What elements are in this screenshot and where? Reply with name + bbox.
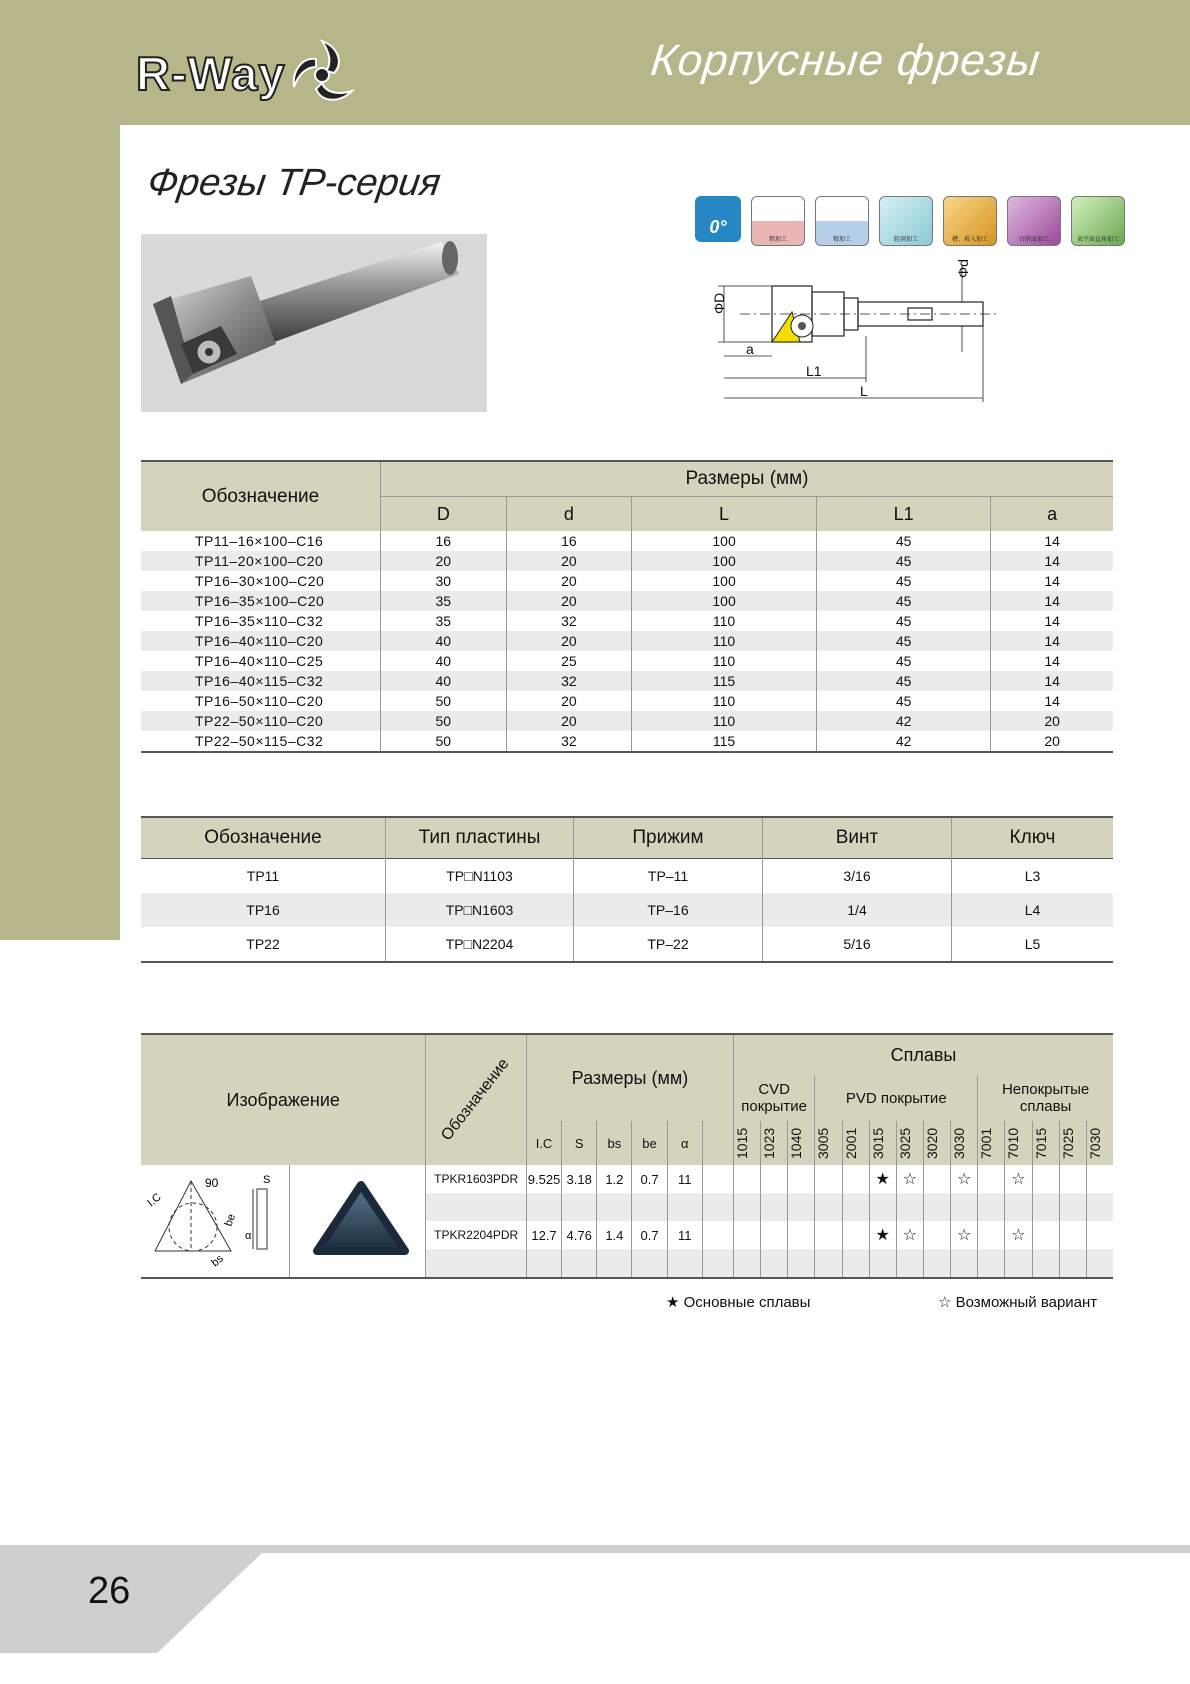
grade-cell [1059, 1221, 1086, 1249]
table-row [141, 591, 1113, 611]
row-value: 20 [506, 631, 632, 651]
row-value: 110 [632, 651, 817, 671]
blank-cell [702, 1249, 733, 1278]
parts-cell: L3 [952, 859, 1114, 894]
star-outline-icon: ☆ [896, 1165, 923, 1193]
row-value: 40 [381, 671, 507, 691]
row-value: 32 [506, 671, 632, 691]
row-designation: TP16–35×110–C32 [195, 613, 324, 629]
drawing-label-L1: L1 [806, 363, 822, 379]
footer-tab [0, 1553, 262, 1653]
svg-text:90: 90 [205, 1176, 219, 1190]
row-value: 45 [816, 531, 991, 551]
insert-row [141, 1165, 1113, 1193]
grade-cell [815, 1165, 842, 1193]
table-row [141, 651, 1113, 671]
insert-dim-col: I.C [526, 1121, 561, 1165]
table-row [141, 671, 1113, 691]
row-value: 100 [632, 551, 817, 571]
blank-cell [951, 1193, 978, 1221]
row-designation: TP11–20×100–C20 [141, 551, 381, 571]
blank-cell [951, 1249, 978, 1278]
blank-cell [761, 1193, 788, 1221]
row-value: 42 [816, 731, 991, 752]
row-value: 50 [381, 691, 507, 711]
blank-cell [426, 1249, 526, 1278]
blank-cell [1086, 1249, 1113, 1278]
insert-code: TPKR1603PDR [426, 1165, 526, 1193]
op-icon-3: 腔洞加工 [879, 196, 933, 246]
parts-cell: 3/16 [763, 859, 952, 894]
grade-col: 7025 [1059, 1121, 1086, 1165]
parts-header-clamp: Прижим [574, 817, 763, 859]
blank-cell [597, 1193, 632, 1221]
grade-cell [761, 1165, 788, 1193]
star-filled-icon: ★ [869, 1165, 896, 1193]
alloys-header: Сплавы [733, 1034, 1113, 1075]
star-outline-icon: ☆ [896, 1221, 923, 1249]
row-designation: TP16–30×100–C20 [195, 573, 325, 589]
table-row [141, 691, 1113, 711]
drawing-label-phid: Φd [955, 259, 971, 278]
row-value: 20 [506, 551, 632, 571]
grade-col: 3025 [896, 1121, 923, 1165]
blank-cell [632, 1249, 667, 1278]
blank-cell [788, 1249, 815, 1278]
grade-cell [788, 1221, 815, 1249]
page-number: 26 [88, 1570, 131, 1612]
designation-header: Обозначение [141, 461, 381, 531]
row-value: 45 [816, 691, 991, 711]
row-value: 45 [816, 571, 991, 591]
grade-cell [1086, 1221, 1113, 1249]
table-row [141, 551, 1113, 571]
table-row [141, 571, 1113, 591]
blank-cell [526, 1249, 561, 1278]
angle-0-icon: 0° [695, 196, 741, 242]
parts-cell: 5/16 [763, 927, 952, 962]
table-row [141, 859, 1113, 894]
insert-dim-col: bs [597, 1121, 632, 1165]
logo-text: R-Way [136, 46, 286, 100]
blank-cell [1059, 1193, 1086, 1221]
row-value: 20 [991, 711, 1113, 731]
blank-cell [923, 1193, 950, 1221]
insert-dim: 1.2 [597, 1165, 632, 1193]
grade-col: 7010 [1005, 1121, 1032, 1165]
parts-cell: TP□N1103 [386, 859, 574, 894]
op-icon-5: 台阶面加工 [1007, 196, 1061, 246]
row-value: 14 [991, 631, 1113, 651]
op-icon-6: 表平面直角加工 [1071, 196, 1125, 246]
parts-cell: L4 [952, 893, 1114, 927]
grade-cell [1086, 1165, 1113, 1193]
blank-cell [923, 1249, 950, 1278]
grade-cell [733, 1165, 760, 1193]
insert-dim-col: S [562, 1121, 597, 1165]
op-icon-2: 精加工 [815, 196, 869, 246]
drawing-label-L: L [860, 383, 868, 399]
insert-dim-spacer [702, 1121, 733, 1165]
row-designation: TP16–40×110–C25 [195, 653, 324, 669]
blank-cell [978, 1193, 1005, 1221]
blank-cell [978, 1249, 1005, 1278]
insert-images [141, 1165, 426, 1278]
grade-col: 7001 [978, 1121, 1005, 1165]
row-value: 14 [991, 611, 1113, 631]
table-row [141, 531, 1113, 551]
blank-cell [842, 1249, 869, 1278]
parts-cell: TP□N2204 [386, 927, 574, 962]
row-value: 45 [816, 671, 991, 691]
legend-optional-label: Возможный вариант [955, 1294, 1098, 1311]
parts-cell: TP–22 [574, 927, 763, 962]
grade-cell [1032, 1165, 1059, 1193]
group-cvd: CVD покрытие [733, 1075, 814, 1121]
insert-dim-spacer [702, 1165, 733, 1193]
insert-table [141, 1033, 1113, 1279]
blank-cell [733, 1193, 760, 1221]
parts-header-designation: Обозначение [141, 817, 386, 859]
category-title: Корпусные фрезы [648, 36, 1043, 85]
blank-cell [562, 1249, 597, 1278]
row-value: 110 [632, 711, 817, 731]
row-value: 100 [632, 531, 817, 551]
blank-cell [426, 1193, 526, 1221]
blank-cell [733, 1249, 760, 1278]
row-value: 25 [506, 651, 632, 671]
op-icon-4: 槽、坡入加工 [943, 196, 997, 246]
grade-cell [923, 1165, 950, 1193]
svg-text:be: be [222, 1212, 239, 1229]
blank-cell [761, 1249, 788, 1278]
col-L: L [632, 497, 817, 532]
legend-main [666, 1293, 810, 1311]
blank-cell [702, 1193, 733, 1221]
logo-mark-icon [282, 33, 362, 113]
insert-dim: 12.7 [526, 1221, 561, 1249]
row-value: 110 [632, 691, 817, 711]
grade-col: 2001 [842, 1121, 869, 1165]
table-row [141, 611, 1113, 631]
grade-col: 7030 [1086, 1121, 1113, 1165]
star-filled-icon: ★ [869, 1221, 896, 1249]
insert-photo [297, 1171, 425, 1271]
insert-dim: 11 [667, 1221, 702, 1249]
parts-cell: TP□N1603 [386, 893, 574, 927]
blank-cell [896, 1249, 923, 1278]
col-L1: L1 [816, 497, 991, 532]
star-outline-icon: ☆ [1005, 1221, 1032, 1249]
grade-cell [761, 1221, 788, 1249]
page-title: Фрезы TP-серия [145, 162, 444, 204]
blank-cell [667, 1193, 702, 1221]
insert-dim: 1.4 [597, 1221, 632, 1249]
row-value: 35 [381, 611, 507, 631]
col-d: d [506, 497, 632, 532]
star-filled-icon: ★ [666, 1294, 680, 1311]
drawing-label-a: a [746, 341, 754, 357]
blank-cell [896, 1193, 923, 1221]
svg-text:bs: bs [209, 1252, 226, 1270]
grade-cell [978, 1165, 1005, 1193]
grade-cell [978, 1221, 1005, 1249]
drawing-label-phiD: ΦD [711, 292, 727, 314]
footer-band [0, 1545, 1190, 1553]
insert-dim: 0.7 [632, 1165, 667, 1193]
parts-cell: TP22 [246, 936, 280, 952]
technical-drawing [711, 256, 1070, 424]
row-designation: TP22–50×115–C32 [195, 733, 324, 749]
row-value: 45 [816, 591, 991, 611]
row-value: 50 [381, 731, 507, 752]
parts-header-screw: Винт [763, 817, 952, 859]
row-value: 42 [816, 711, 991, 731]
grade-cell [788, 1165, 815, 1193]
parts-cell: L5 [952, 927, 1114, 962]
grade-col: 3015 [869, 1121, 896, 1165]
blank-cell [597, 1249, 632, 1278]
grade-col: 3005 [815, 1121, 842, 1165]
row-value: 40 [381, 631, 507, 651]
row-value: 14 [991, 651, 1113, 671]
row-value: 20 [506, 691, 632, 711]
blank-cell [632, 1193, 667, 1221]
blank-cell [1032, 1193, 1059, 1221]
designation-header-rotated: Обозначение [426, 1034, 526, 1165]
table-row [141, 731, 1113, 752]
col-D: D [381, 497, 507, 532]
insert-dim-col: be [632, 1121, 667, 1165]
row-value: 115 [632, 731, 817, 752]
insert-dim-spacer [702, 1221, 733, 1249]
parts-table [141, 816, 1113, 963]
svg-text:α: α [245, 1230, 252, 1242]
row-value: 40 [381, 651, 507, 671]
table-row [141, 711, 1113, 731]
row-value: 100 [632, 591, 817, 611]
image-header: Изображение [141, 1034, 426, 1165]
table-row [141, 893, 1113, 927]
insert-dim: 0.7 [632, 1221, 667, 1249]
table-row [141, 927, 1113, 962]
row-value: 14 [991, 671, 1113, 691]
row-value: 115 [632, 671, 817, 691]
blank-cell [815, 1193, 842, 1221]
row-designation: TP16–35×100–C20 [141, 591, 381, 611]
table-row [141, 631, 1113, 651]
group-uncoated: Непокрытые сплавы [978, 1075, 1113, 1121]
row-value: 35 [381, 591, 507, 611]
blank-cell [869, 1193, 896, 1221]
grade-cell [815, 1221, 842, 1249]
row-value: 45 [816, 611, 991, 631]
insert-dim: 4.76 [562, 1221, 597, 1249]
operation-icons [695, 196, 1125, 246]
blank-cell [869, 1249, 896, 1278]
row-value: 32 [506, 611, 632, 631]
grade-col: 1015 [733, 1121, 760, 1165]
row-value: 16 [506, 531, 632, 551]
row-value: 16 [381, 531, 507, 551]
row-value: 110 [632, 611, 817, 631]
row-value: 30 [381, 571, 507, 591]
row-value: 20 [381, 551, 507, 571]
blank-cell [1005, 1193, 1032, 1221]
logo [136, 38, 362, 108]
star-outline-icon: ☆ [951, 1221, 978, 1249]
blank-cell [1005, 1249, 1032, 1278]
row-designation: TP22–50×110–C20 [141, 711, 381, 731]
insert-dim-col: α [667, 1121, 702, 1165]
legend-main-label: Основные сплавы [683, 1294, 811, 1311]
row-designation: TP16–40×110–C20 [141, 631, 381, 651]
parts-cell: TP16 [141, 893, 386, 927]
col-a: a [991, 497, 1113, 532]
row-value: 32 [506, 731, 632, 752]
star-outline-icon: ☆ [938, 1294, 952, 1311]
row-value: 50 [381, 711, 507, 731]
svg-text:S: S [263, 1174, 271, 1186]
star-outline-icon: ☆ [951, 1165, 978, 1193]
grade-col: 1040 [788, 1121, 815, 1165]
blank-cell [1086, 1193, 1113, 1221]
grade-cell [923, 1221, 950, 1249]
group-pvd: PVD покрытие [815, 1075, 978, 1121]
blank-cell [526, 1193, 561, 1221]
row-value: 14 [991, 571, 1113, 591]
op-icon-1: 粗加工 [751, 196, 805, 246]
left-side-bar [0, 0, 120, 940]
parts-cell: TP–11 [574, 859, 763, 894]
grade-col: 3030 [951, 1121, 978, 1165]
blank-cell [788, 1193, 815, 1221]
row-value: 14 [991, 551, 1113, 571]
parts-cell: TP–16 [574, 893, 763, 927]
grade-col: 3020 [923, 1121, 950, 1165]
row-value: 20 [506, 571, 632, 591]
row-designation: TP16–40×115–C32 [141, 671, 381, 691]
blank-cell [1032, 1249, 1059, 1278]
grade-cell [733, 1221, 760, 1249]
grade-cell [1059, 1165, 1086, 1193]
row-value: 45 [816, 651, 991, 671]
row-designation: TP16–50×110–C20 [195, 693, 324, 709]
dimensions-group-header: Размеры (мм) [381, 461, 1114, 497]
grade-cell [842, 1221, 869, 1249]
row-value: 20 [506, 711, 632, 731]
row-value: 20 [506, 591, 632, 611]
blank-cell [562, 1193, 597, 1221]
row-value: 20 [991, 731, 1113, 752]
parts-header-insert: Тип пластины [386, 817, 574, 859]
row-value: 14 [991, 531, 1113, 551]
insert-dims-header: Размеры (мм) [526, 1034, 733, 1121]
insert-dim: 3.18 [562, 1165, 597, 1193]
svg-text:I.C: I.C [145, 1191, 164, 1210]
product-photo [141, 234, 487, 412]
insert-code: TPKR2204PDR [426, 1221, 526, 1249]
blank-cell [1059, 1249, 1086, 1278]
blank-cell [842, 1193, 869, 1221]
row-value: 45 [816, 631, 991, 651]
insert-dim: 11 [667, 1165, 702, 1193]
parts-cell: 1/4 [763, 893, 952, 927]
grade-col: 1023 [761, 1121, 788, 1165]
row-value: 100 [632, 571, 817, 591]
legend-optional [938, 1293, 1097, 1311]
grade-cell [1032, 1221, 1059, 1249]
row-value: 14 [991, 591, 1113, 611]
parts-header-key: Ключ [952, 817, 1114, 859]
row-value: 14 [991, 691, 1113, 711]
insert-dim: 9.525 [526, 1165, 561, 1193]
dimensions-table [141, 460, 1113, 753]
grade-col: 7015 [1032, 1121, 1059, 1165]
blank-cell [667, 1249, 702, 1278]
blank-cell [815, 1249, 842, 1278]
insert-sketch [141, 1167, 281, 1275]
row-value: 45 [816, 551, 991, 571]
grade-cell [842, 1165, 869, 1193]
star-outline-icon: ☆ [1005, 1165, 1032, 1193]
row-designation: TP11–16×100–C16 [195, 533, 324, 549]
row-value: 110 [632, 631, 817, 651]
parts-cell: TP11 [246, 868, 280, 884]
